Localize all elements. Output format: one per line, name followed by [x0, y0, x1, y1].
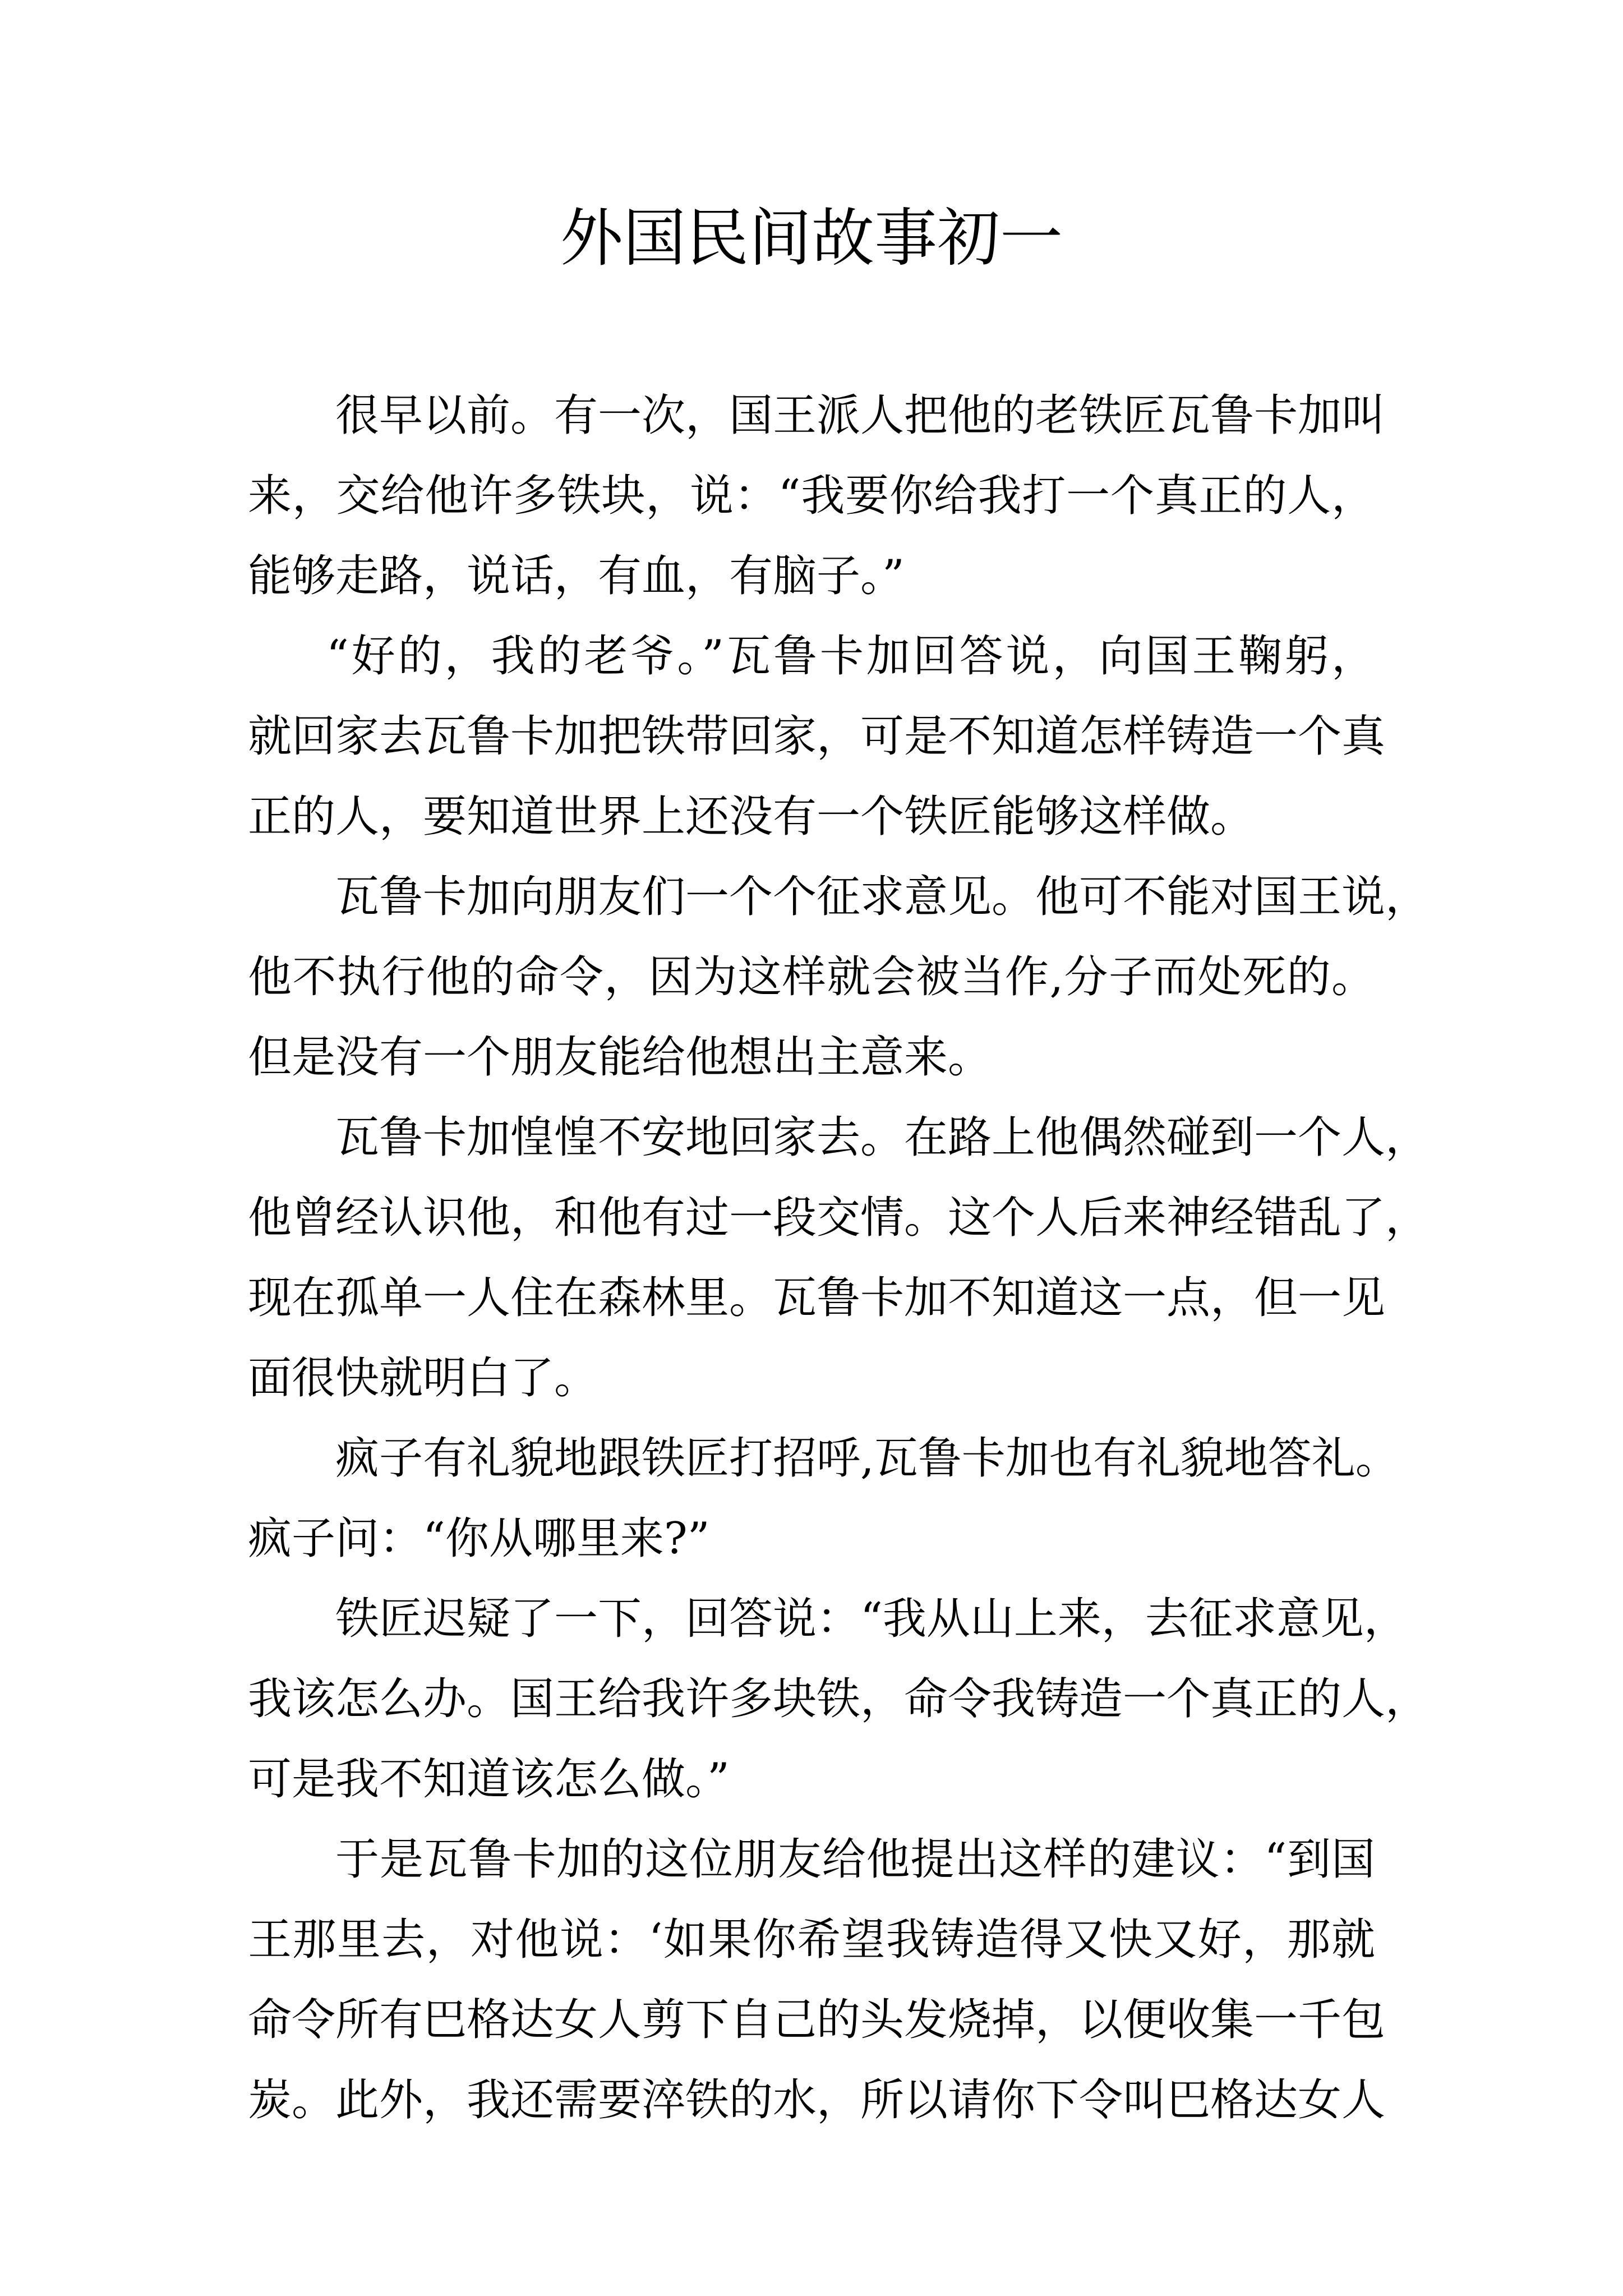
text-line: 铁匠迟疑了一下，回答说：“我从山上来，去征求意见， — [335, 1594, 1408, 1644]
text-line: 可是我不知道该怎么做。” — [248, 1754, 730, 1805]
text-line: 疯子问：“你从哪里来?” — [248, 1513, 710, 1564]
text-line: 正的人，要知道世界上还没有一个铁匠能够这样做。 — [248, 792, 1255, 842]
document-title: 外国民间故事初一 — [560, 202, 1063, 275]
text-line: 面很快就明白了。 — [248, 1353, 598, 1404]
text-line: 炭。此外，我还需要淬铁的水，所以请你下令叫巴格达女人 — [248, 2075, 1386, 2125]
text-line: 就回家去瓦鲁卡加把铁带回家，可是不知道怎样铸造一个真 — [248, 711, 1386, 762]
text-line: “好的，我的老爷。”瓦鲁卡加回答说，向国王鞠躬， — [326, 631, 1375, 682]
text-line: 很早以前。有一次，国王派人把他的老铁匠瓦鲁卡加叫 — [335, 390, 1386, 441]
text-line: 现在孤单一人住在森林里。瓦鲁卡加不知道这一点，但一见 — [248, 1273, 1386, 1323]
text-line: 能够走路，说话，有血，有脑子。” — [248, 551, 905, 601]
text-line: 王那里去，对他说：‘如果你希望我铸造得又快又好，那就 — [248, 1915, 1375, 1965]
text-line: 瓦鲁卡加向朋友们一个个征求意见。他可不能对国王说， — [335, 872, 1430, 922]
text-line: 我该怎么办。国王给我许多块铁，命令我铸造一个真正的人， — [248, 1674, 1430, 1724]
text-line: 于是瓦鲁卡加的这位朋友给他提出这样的建议：“到国 — [335, 1834, 1375, 1885]
text-line: 来，交给他许多铁块，说：“我要你给我打一个真正的人， — [248, 471, 1375, 521]
text-line: 命令所有巴格达女人剪下自己的头发烧掉，以便收集一千包 — [248, 1995, 1386, 2045]
text-line: 疯子有礼貌地跟铁匠打招呼,瓦鲁卡加也有礼貌地答礼。 — [335, 1433, 1399, 1484]
text-line: 但是没有一个朋友能给他想出主意来。 — [248, 1032, 992, 1083]
text-line: 他曾经认识他，和他有过一段交情。这个人后来神经错乱了， — [248, 1193, 1430, 1243]
document-body — [248, 376, 1430, 2141]
text-line: 他不执行他的命令，因为这样就会被当作,分子而处死的。 — [248, 952, 1375, 1002]
text-line: 瓦鲁卡加惶惶不安地回家去。在路上他偶然碰到一个人， — [335, 1112, 1430, 1163]
